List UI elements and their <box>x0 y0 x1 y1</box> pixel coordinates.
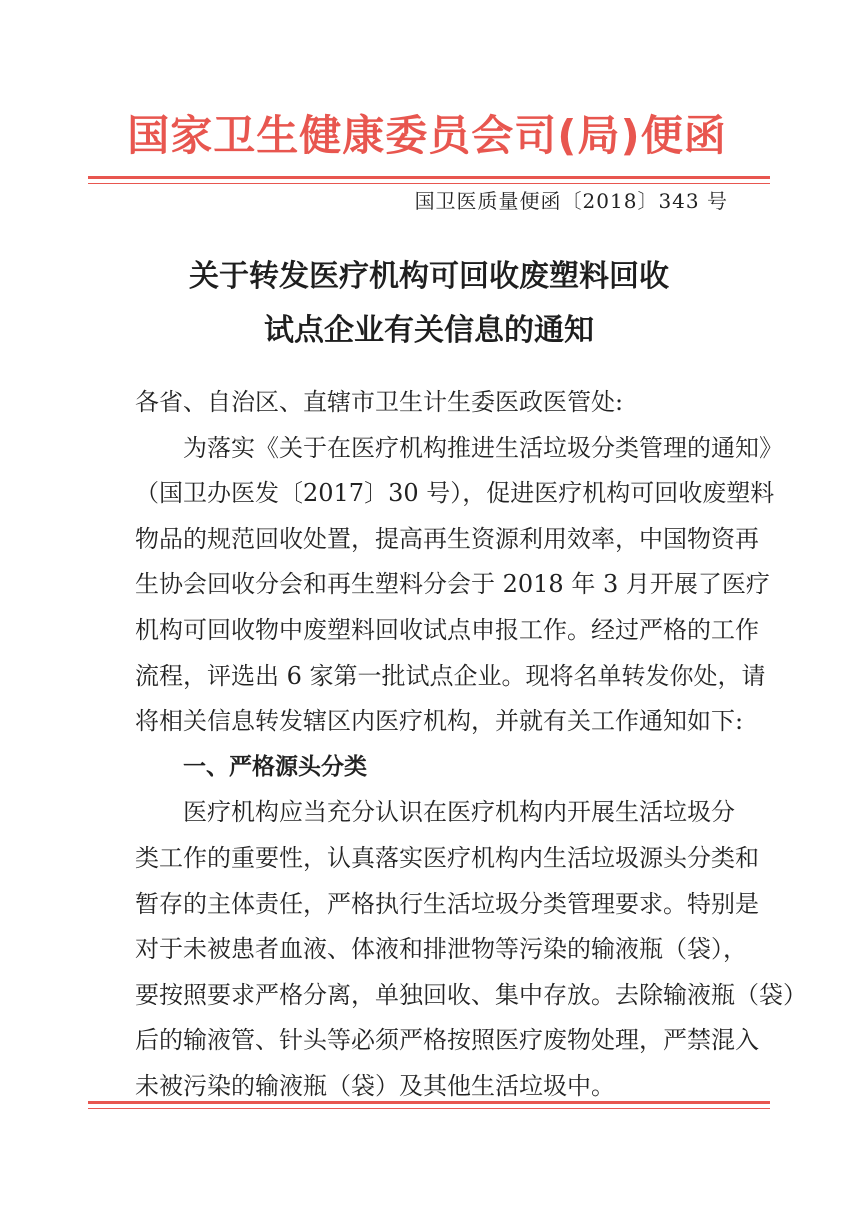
paragraph-2-line: 暂存的主体责任，严格执行生活垃圾分类管理要求。特别是 <box>135 889 759 918</box>
letterhead-rule-thick <box>88 176 770 179</box>
paragraph-2-line: 要按照要求严格分离，单独回收、集中存放。去除输液瓶（袋） <box>135 980 807 1009</box>
footer-rule-thick <box>88 1101 770 1104</box>
paragraph-1-line: 物品的规范回收处置，提高再生资源利用效率，中国物资再 <box>135 524 759 553</box>
paragraph-1-line: 将相关信息转发辖区内医疗机构，并就有关工作通知如下: <box>135 707 744 736</box>
footer-rule-thin <box>88 1108 770 1109</box>
paragraph-1-line: 机构可回收物中废塑料回收试点申报工作。经过严格的工作 <box>135 615 759 644</box>
paragraph-1-line: 流程，评选出 6 家第一批试点企业。现将名单转发你处，请 <box>135 661 766 690</box>
document-number: 国卫医质量便函〔2018〕343 号 <box>414 189 728 213</box>
paragraph-2-line: 对于未被患者血液、体液和排泄物等污染的输液瓶（袋）， <box>135 935 747 964</box>
letterhead-title: 国家卫生健康委员会司(局)便函 <box>127 111 727 160</box>
paragraph-2-line: 后的输液管、针头等必须严格按照医疗废物处理，严禁混入 <box>135 1026 759 1055</box>
paragraph-1-line: 生协会回收分会和再生塑料分会于 2018 年 3 月开展了医疗 <box>135 570 770 599</box>
document-title-line-2: 试点企业有关信息的通知 <box>264 313 594 348</box>
document-body <box>135 380 807 1110</box>
section-1-heading: 一、严格源头分类 <box>183 753 367 780</box>
paragraph-1-line: （国卫办医发〔2017〕30 号），促进医疗机构可回收废塑料 <box>135 479 775 508</box>
salutation: 各省、自治区、直辖市卫生计生委医政医管处: <box>135 388 624 416</box>
paragraph-1-line: 为落实《关于在医疗机构推进生活垃圾分类管理的通知》 <box>183 433 783 462</box>
document-title-line-1: 关于转发医疗机构可回收废塑料回收 <box>189 259 669 294</box>
paragraph-2-line: 未被污染的输液瓶（袋）及其他生活垃圾中。 <box>135 1071 615 1100</box>
letterhead-rule-thin <box>88 183 770 184</box>
paragraph-2-line: 医疗机构应当充分认识在医疗机构内开展生活垃圾分 <box>183 798 735 827</box>
paragraph-2-line: 类工作的重要性，认真落实医疗机构内生活垃圾源头分类和 <box>135 843 759 872</box>
